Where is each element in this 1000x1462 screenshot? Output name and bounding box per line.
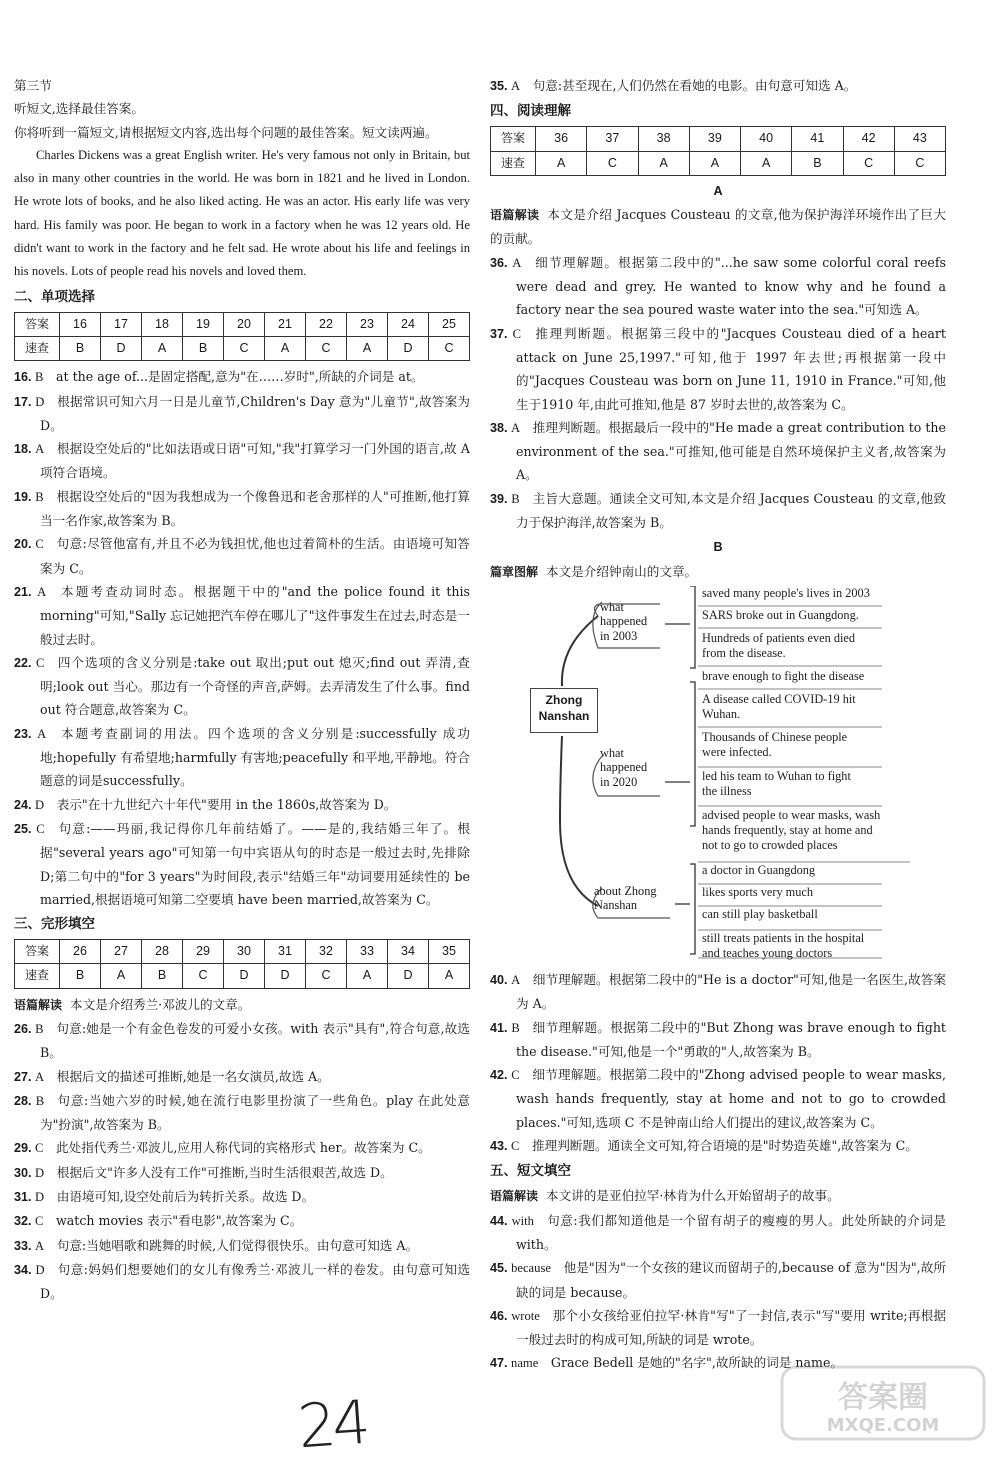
reading-summary	[490, 203, 946, 251]
reading-text: 本文讲的是亚伯拉罕·林肯为什么开始留胡子的故事。	[546, 1188, 840, 1204]
question-number-cell: 30	[224, 940, 265, 964]
question-number-cell: 42	[843, 127, 894, 151]
explanation-text: 句意:我们都知道他是一个留有胡子的瘦瘦的男人。此处所缺的介词是 with。	[516, 1212, 946, 1252]
question-list	[490, 1209, 946, 1376]
bracket	[690, 682, 695, 826]
question-number-cell: 43	[894, 127, 945, 151]
row-header: 答案	[15, 940, 60, 964]
mind-map-leaf	[702, 907, 818, 922]
answer-cell: B	[142, 964, 183, 988]
leaf-line: a doctor in Guangdong	[702, 862, 816, 877]
leaf-line: the illness	[702, 783, 752, 798]
question-item	[14, 1258, 470, 1306]
explanation-text: 推理判断题。根据最后一段中的"He made a great contribution to the environment of the sea."可推知,他可能是自然环境保护主义者,故答案为 A。	[516, 419, 946, 483]
mind-map-leaf	[702, 885, 813, 900]
question-number-cell: 32	[306, 940, 347, 964]
question-list	[490, 74, 946, 98]
answer-letter: A	[37, 726, 59, 741]
question-item	[490, 968, 946, 1016]
explanation-text: 细节理解题。根据第二段中的"He is a doctor"可知,他是一名医生,故答案为 A。	[516, 971, 946, 1012]
question-number-cell: 34	[388, 940, 429, 964]
mind-map-leaf	[702, 631, 855, 661]
passage-text: Charles Dickens was a great English writer. He's very famous not only in Britain, but also in many other countries in the world. He was born in 1821 and he lived in London. He wrote lots of books, and he also liked acting. He was an actor. His early life was very hard. His family was poor. He began to work in a factory when he was 12 years old. He didn't want to work in the factory and he felt sad. He wrote about his life and feelings in his novels. Lots of people read his novels and loved them.	[14, 147, 470, 279]
explanation-text: 句意:甚至现在,人们仍然在看她的电影。由句意可知选 A。	[532, 78, 857, 93]
question-number-cell: 31	[265, 940, 306, 964]
answer-letter: A	[512, 255, 534, 270]
answer-table	[490, 126, 946, 176]
leaf-line: from the disease.	[702, 645, 786, 660]
branch-2020	[600, 746, 647, 790]
answer-letter: C	[35, 1214, 57, 1229]
explanation-text: 根据设空处后的"因为我想成为一个像鲁迅和老舍那样的人"可推断,他打算当一名作家,故答案为 B。	[40, 488, 470, 529]
question-item	[490, 487, 946, 535]
answer-cell: A	[347, 964, 388, 988]
mind-map-leaf	[702, 863, 815, 878]
watermark-icon	[778, 1363, 988, 1443]
reading-label: 语篇解读	[14, 997, 63, 1012]
branch-line: in 2003	[600, 628, 638, 643]
section-heading: 第三节	[14, 78, 52, 93]
reading-text: 本文是介绍秀兰·邓波儿的文章。	[70, 996, 251, 1012]
explanation-text: 根据设空处后的"比如法语或日语"可知,"我"打算学习一门外国的语言,故 A 项符合语境。	[40, 441, 470, 481]
answer-cell: D	[388, 336, 429, 360]
explanation-text: 细节理解题。根据第二段中的"But Zhong was brave enough to fight the disease."可知,他是一个"勇敢的"人,故答案为 B。	[516, 1019, 946, 1059]
brace-line	[560, 736, 598, 906]
answer-letter: B	[35, 1093, 57, 1108]
answer-table	[14, 939, 470, 989]
question-item	[490, 1134, 946, 1158]
question-number-cell: 38	[638, 127, 689, 151]
question-number: 19.	[14, 489, 36, 504]
explanation-text: 主旨大意题。通读全文可知,本文是介绍 Jacques Cousteau 的文章,他致力于保护海洋,故答案为 B。	[516, 490, 947, 531]
question-item	[14, 651, 470, 722]
branch-line: happened	[600, 760, 648, 775]
question-number: 39.	[490, 491, 512, 506]
row-header: 速查	[15, 964, 60, 988]
explanation-text: 推理判断题。通读全文可知,符合语境的是"时势造英雄",故答案为 C。	[532, 1138, 918, 1154]
answer-cell: B	[183, 336, 224, 360]
branch-line: in 2020	[600, 774, 638, 789]
question-number-cell: 39	[689, 127, 740, 151]
part-label: A	[713, 183, 723, 198]
explanation-text: 本题考查副词的用法。四个选项的含义分别是:successfully 成功地;hopefully 有希望地;harmfully 有害地;peacefully 和平地,平静地。符合题意的词是successfully。	[40, 725, 470, 789]
leaf-line: Wuhan.	[702, 706, 741, 721]
question-list	[490, 251, 946, 535]
explanation-text: 句意:妈妈们想要她们的女儿有像秀兰·邓波儿一样的卷发。由句意可知选 D。	[40, 1261, 470, 1302]
part-label: B	[713, 540, 723, 555]
answer-letter: B	[35, 1021, 57, 1036]
explanation-text: 句意:——玛丽,我记得你几年前结婚了。——是的,我结婚三年了。根据"several years ago"可知第一句中宾语从句的时态是一般过去时,先排除 D;第二句中的"for 3 years"为时间段,表示"结婚三年"动词要用延续性的 be married,根据语境可知第二空要填 have been married,故答案为 C。	[40, 820, 471, 907]
question-item	[14, 1185, 470, 1209]
question-number: 23.	[14, 726, 38, 741]
explanation-text: 四个选项的含义分别是:take out 取出;put out 熄灭;find out 弄清,查明;look out 当心。那边有一个奇怪的声音,萨姆。去弄清发生了什么事。find out 符合题意,故答案为 C。	[40, 654, 470, 718]
answer-letter: A	[35, 442, 57, 457]
question-item	[14, 722, 470, 793]
section-title: 三、完形填空	[14, 916, 95, 933]
question-number-cell: 36	[536, 127, 587, 151]
page-number: 24	[295, 1387, 369, 1462]
mind-map-leaf	[702, 808, 880, 853]
question-number: 35.	[490, 79, 512, 93]
table-row	[15, 964, 470, 988]
question-number-cell: 26	[60, 940, 101, 964]
answer-letter: C	[35, 537, 57, 552]
question-number: 18.	[14, 442, 36, 457]
explanation-text: 根据后文的描述可推断,她是一名女演员,故选 A。	[56, 1068, 330, 1084]
question-item	[14, 1017, 470, 1065]
answer-letter: D	[35, 394, 57, 409]
question-number: 16.	[14, 370, 36, 385]
question-item	[14, 1209, 470, 1233]
mind-map-leaf	[702, 586, 870, 601]
question-number-cell: 23	[347, 312, 388, 336]
question-item	[14, 390, 470, 438]
answer-cell: C	[224, 336, 265, 360]
right-column	[490, 74, 946, 1376]
explanation-text: 根据后文"许多人没有工作"可推断,当时生活很艰苦,故选 D。	[56, 1164, 393, 1180]
table-row	[15, 312, 470, 336]
answer-letter: A	[37, 584, 59, 599]
explanation-text: 根据常识可知六月一日是儿童节,Children's Day 意为"儿童节",故答案为 D。	[40, 393, 470, 433]
answer-letter: because	[511, 1261, 564, 1276]
answer-letter: with	[511, 1213, 547, 1228]
question-number: 28.	[14, 1093, 36, 1108]
question-item	[490, 1304, 946, 1352]
question-number: 25.	[14, 821, 37, 836]
bracket	[690, 586, 695, 668]
question-number-cell: 35	[429, 940, 470, 964]
row-header: 答案	[15, 312, 60, 336]
question-number: 26.	[14, 1021, 36, 1036]
answer-letter: B	[511, 1020, 533, 1035]
explanation-text: 句意:尽管他富有,并且不必为钱担忧,他也过着简朴的生活。由语境可知答案为 C。	[40, 536, 471, 576]
explanation-text: watch movies 表示"看电影",故答案为 C。	[56, 1213, 303, 1229]
answer-letter: A	[35, 1238, 57, 1253]
answer-letter: D	[35, 1165, 57, 1180]
answer-letter: C	[512, 326, 534, 341]
row-header: 速查	[491, 151, 536, 175]
svg-text:答案圈: 答案圈	[838, 1380, 928, 1415]
answer-letter: A	[35, 1069, 57, 1084]
row-header: 答案	[491, 127, 536, 151]
leaf-line: not to go to crowded places	[702, 837, 838, 852]
question-item	[14, 1065, 470, 1089]
question-number: 43.	[490, 1139, 512, 1154]
explanation-text: 本题考查动词时态。根据题干中的"and the police found it this morning"可知,"Sally 忘记她把汽车停在哪儿了"这件事发生在过去,时态是一般过去时。	[40, 583, 470, 647]
answer-cell: B	[60, 964, 101, 988]
answer-cell: A	[638, 151, 689, 175]
mind-map	[490, 586, 946, 966]
question-number: 24.	[14, 797, 36, 812]
question-number-cell: 21	[265, 312, 306, 336]
answer-letter: A	[511, 972, 533, 987]
question-number-cell: 25	[429, 312, 470, 336]
leaf-line: still treats patients in the hospital	[702, 930, 865, 945]
answer-letter: D	[35, 797, 57, 812]
question-number-cell: 28	[142, 940, 183, 964]
answer-letter: B	[35, 489, 57, 504]
leaf-line: advised people to wear masks, wash	[702, 807, 881, 822]
question-number: 22.	[14, 655, 36, 670]
leaf-line: brave enough to fight the disease	[702, 668, 865, 683]
answer-cell: C	[183, 964, 224, 988]
explanation-text: 细节理解题。根据第二段中的"Zhong advised people to wear masks, wash hands frequently, stay at home and not to go to crowded places."可知,选项 C 不是钟南山给人们提出的建议,故答案为 C。	[516, 1067, 946, 1130]
question-number: 29.	[14, 1141, 36, 1156]
question-number-cell: 18	[142, 312, 183, 336]
explanation-text: 那个小女孩给亚伯拉罕·林肯"写"了一封信,表示"写"要用 write;再根据一般过去时的构成可知,所缺的词是 wrote。	[516, 1307, 946, 1348]
leaf-line: led his team to Wuhan to fight	[702, 768, 851, 783]
answer-letter: D	[35, 1190, 57, 1205]
bracket	[690, 864, 695, 954]
mind-map-leaf	[702, 730, 847, 760]
answer-letter: B	[35, 370, 57, 385]
question-item	[14, 1161, 470, 1185]
answer-letter: C	[511, 1068, 533, 1083]
leaf-line: and teaches young doctors	[702, 945, 833, 960]
question-number: 20.	[14, 537, 36, 552]
explanation-text: 句意:当她唱歌和跳舞的时候,人们觉得很快乐。由句意可知选 A。	[56, 1237, 419, 1253]
answer-cell: C	[429, 336, 470, 360]
table-row	[491, 151, 946, 175]
question-item	[490, 74, 946, 98]
question-number: 38.	[490, 420, 512, 435]
reading-summary	[490, 1184, 946, 1208]
question-item	[14, 1136, 470, 1160]
branch-2003	[600, 600, 647, 644]
reading-summary	[490, 560, 946, 584]
question-number-cell: 40	[741, 127, 792, 151]
question-item	[14, 1089, 470, 1137]
question-item	[490, 1256, 946, 1304]
question-number: 31.	[14, 1190, 36, 1205]
question-item	[14, 437, 470, 485]
question-number-cell: 22	[306, 312, 347, 336]
question-number-cell: 16	[60, 312, 101, 336]
table-row	[491, 127, 946, 151]
explanation-text: 由语境可知,设空处前后为转折关系。故选 D。	[56, 1189, 315, 1205]
mind-map-leaf	[702, 692, 856, 722]
svg-text:MXQE.COM: MXQE.COM	[826, 1415, 940, 1436]
answer-cell: C	[306, 336, 347, 360]
answer-cell: B	[792, 151, 843, 175]
left-column	[14, 74, 470, 1306]
reading-text: 本文是介绍钟南山的文章。	[546, 563, 698, 579]
question-number: 32.	[14, 1214, 36, 1229]
mind-map-leaf	[702, 931, 864, 961]
explanation-text: 他是"因为"一个女孩的建议而留胡子的,because of 意为"因为",故所缺的词是 because。	[516, 1260, 946, 1300]
branch-line: happened	[600, 614, 648, 629]
question-number: 37.	[490, 326, 513, 341]
question-number: 45.	[490, 1261, 512, 1276]
question-list	[490, 968, 946, 1158]
reading-text: 本文是介绍 Jacques Cousteau 的文章,他为保护海洋环境作出了巨大的贡献。	[490, 207, 946, 247]
answer-cell: A	[689, 151, 740, 175]
section-title: 五、短文填空	[490, 1163, 571, 1180]
answer-cell: A	[265, 336, 306, 360]
table-row	[15, 336, 470, 360]
answer-cell: A	[347, 336, 388, 360]
question-number: 21.	[14, 584, 38, 599]
question-item	[14, 580, 470, 651]
mind-map-leaf	[702, 608, 859, 623]
answer-letter: name	[511, 1356, 551, 1371]
question-number-cell: 17	[101, 312, 142, 336]
reading-label: 语篇解读	[490, 208, 540, 223]
instruction-text: 你将听到一篇短文,请根据短文内容,选出每个问题的最佳答案。短文读两遍。	[14, 124, 438, 140]
branch-line: Nanshan	[594, 898, 638, 913]
explanation-text: 句意:她是一个有金色卷发的可爱小女孩。with 表示"具有",符合句意,故选 B。	[40, 1020, 470, 1061]
leaf-line: can still play basketball	[702, 906, 818, 921]
question-number: 17.	[14, 394, 36, 409]
answer-cell: D	[265, 964, 306, 988]
question-number-cell: 33	[347, 940, 388, 964]
question-number: 47.	[490, 1356, 512, 1371]
answer-letter: D	[35, 1262, 58, 1277]
question-item	[490, 1063, 946, 1134]
question-number-cell: 29	[183, 940, 224, 964]
question-number: 33.	[14, 1238, 36, 1253]
leaf-line: A disease called COVID-19 hit	[702, 691, 856, 706]
question-item	[14, 793, 470, 817]
answer-letter: C	[35, 1141, 57, 1156]
answer-cell: A	[429, 964, 470, 988]
answer-cell: C	[894, 151, 945, 175]
task-title: 听短文,选择最佳答案。	[14, 101, 144, 117]
question-list	[14, 365, 470, 911]
question-number: 44.	[490, 1213, 512, 1228]
mind-map-leaf	[702, 669, 864, 684]
leaf-line: hands frequently, stay at home and	[702, 822, 873, 837]
answer-table	[14, 312, 470, 362]
explanation-text: 细节理解题。根据第二段中的"...he saw some colorful coral reefs were dead and grey. He wanted to know why and he found a factory near the sea poured waste water into the sea."可知选 A。	[516, 254, 946, 318]
answer-cell: A	[536, 151, 587, 175]
leaf-line: Thousands of Chinese people	[702, 729, 848, 744]
question-number: 41.	[490, 1020, 512, 1035]
leaf-line: were infected.	[702, 744, 772, 759]
center-line: Nanshan	[538, 708, 590, 723]
leaf-line: likes sports very much	[702, 884, 813, 899]
answer-cell: D	[224, 964, 265, 988]
reading-summary	[14, 993, 470, 1017]
leaf-line: SARS broke out in Guangdong.	[702, 607, 859, 622]
section-title: 四、阅读理解	[490, 103, 571, 120]
answer-letter: C	[511, 1139, 533, 1154]
question-item	[14, 817, 470, 911]
question-item	[490, 1209, 946, 1257]
table-row	[15, 940, 470, 964]
question-number-cell: 41	[792, 127, 843, 151]
question-item	[14, 1234, 470, 1258]
question-item	[490, 1016, 946, 1064]
question-number: 40.	[490, 972, 512, 987]
question-number: 27.	[14, 1069, 36, 1084]
answer-letter: B	[511, 491, 533, 506]
answer-cell: A	[101, 964, 142, 988]
question-number: 42.	[490, 1068, 512, 1083]
mind-map-leaf	[702, 769, 851, 799]
question-item	[14, 532, 470, 580]
section-title: 二、单项选择	[14, 288, 95, 305]
question-number-cell: 19	[183, 312, 224, 336]
question-item	[490, 251, 946, 322]
explanation-text: at the age of...是固定搭配,意为"在……岁时",所缺的介词是 at。	[56, 369, 424, 385]
answer-cell: B	[60, 336, 101, 360]
center-line: Zhong	[545, 692, 583, 707]
branch-about	[594, 884, 657, 913]
answer-cell: D	[101, 336, 142, 360]
answer-cell: A	[142, 336, 183, 360]
question-item	[14, 485, 470, 533]
question-list	[14, 1017, 470, 1306]
explanation-text: 推理判断题。根据第三段中的"Jacques Cousteau died of a heart attack on June 25,1997."可知,他于 1997 年去世;再根据第一段中的"Jacques Cousteau was born on June 11, 1910 in France."可知,他生于1910 年,由此可推知,他是 87 岁时去世的,故答案为 C。	[516, 325, 946, 412]
question-item	[490, 322, 946, 416]
branch-line: what	[600, 745, 624, 760]
answer-letter: C	[35, 655, 57, 670]
leaf-line: saved many people's lives in 2003	[702, 585, 870, 600]
question-item	[14, 365, 470, 389]
answer-cell: C	[306, 964, 347, 988]
question-number-cell: 24	[388, 312, 429, 336]
answer-cell: C	[587, 151, 638, 175]
answer-cell: D	[388, 964, 429, 988]
reading-label: 篇章图解	[490, 564, 539, 579]
question-number: 36.	[490, 255, 513, 270]
explanation-text: 句意:当她六岁的时候,她在流行电影里扮演了一些角色。play 在此处意为"扮演",故答案为 B。	[40, 1092, 470, 1133]
answer-cell: A	[741, 151, 792, 175]
watermark-logo	[778, 1363, 988, 1443]
answer-letter: wrote	[511, 1308, 553, 1323]
answer-letter: C	[36, 821, 58, 836]
mind-map-center	[530, 688, 598, 733]
row-header: 速查	[15, 336, 60, 360]
answer-cell: C	[843, 151, 894, 175]
question-number-cell: 37	[587, 127, 638, 151]
question-number: 30.	[14, 1165, 36, 1180]
explanation-text: Grace Bedell 是她的"名字",故所缺的词是 name。	[550, 1355, 844, 1371]
question-number: 46.	[490, 1308, 512, 1323]
question-number-cell: 20	[224, 312, 265, 336]
explanation-text: 表示"在十九世纪六十年代"要用 in the 1860s,故答案为 D。	[56, 796, 397, 812]
question-number: 34.	[14, 1262, 36, 1277]
question-number-cell: 27	[101, 940, 142, 964]
answer-letter: A	[511, 79, 533, 93]
answer-letter: A	[511, 420, 533, 435]
branch-line: about Zhong	[594, 883, 657, 898]
reading-label: 语篇解读	[490, 1189, 539, 1204]
branch-line: what	[600, 599, 624, 614]
leaf-line: Hundreds of patients even died	[702, 630, 855, 645]
explanation-text: 此处指代秀兰·邓波儿,应用人称代词的宾格形式 her。故答案为 C。	[56, 1140, 431, 1156]
question-item	[490, 416, 946, 487]
